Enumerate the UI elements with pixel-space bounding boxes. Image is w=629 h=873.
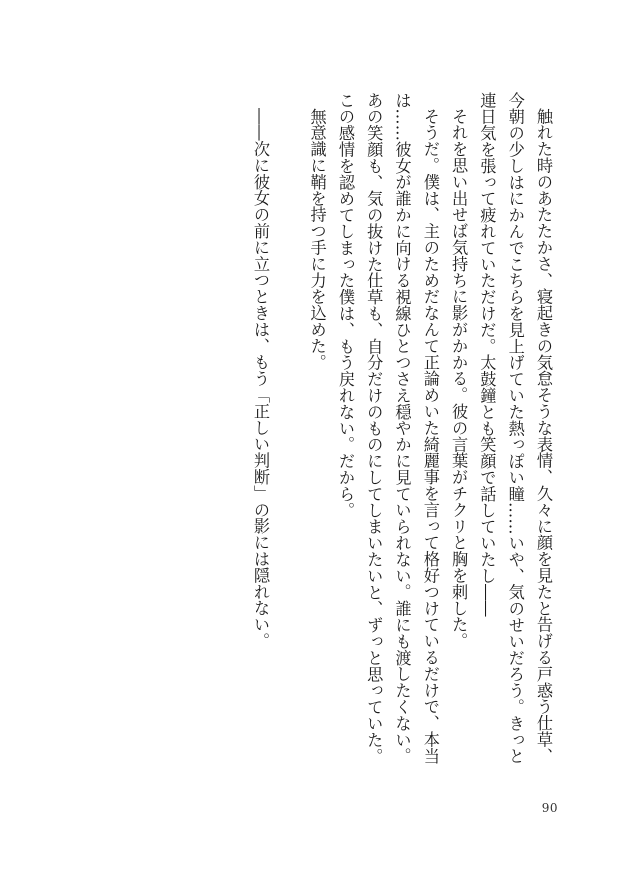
- paragraph-3: そうだ。僕は、主のためだなんて正論めいた綺麗事を言って格好つけているだけで、本当は……彼女が誰かに向ける視線ひとつさえ穏やかに見ていられない。誰にも渡したくない。あの笑顔も、気の抜けた仕草も、自分だけのものにしてしまいたいと、ずっと思っていた。この感情を認めてしまった僕は、もう戻れない。だから。: [335, 92, 440, 765]
- paragraph-2: それを思い出せば気持ちに影がかかる。彼の言葉がチクリと胸を刺した。: [449, 108, 469, 650]
- paragraph-1: 触れた時のあたたかさ、寝起きの気怠そうな表情、久々に顔を見たと告げる戸惑う仕草、今朝の少しはにかんでこちらを見上げていた熱っぽい瞳……いや、気のせいだろう。きっと連日気を張って疲れていただけだ。太鼓鐘とも笑顔で話していたし――: [477, 92, 553, 765]
- paragraph-5: ――次に彼女の前に立つときは、もう「正しい判断」の影には隠れない。: [251, 108, 271, 650]
- vertical-text-body: [246, 92, 557, 772]
- page-number: 90: [541, 801, 558, 815]
- paragraph-4: 無意識に鞘を持つ手に力を込めた。: [307, 108, 327, 371]
